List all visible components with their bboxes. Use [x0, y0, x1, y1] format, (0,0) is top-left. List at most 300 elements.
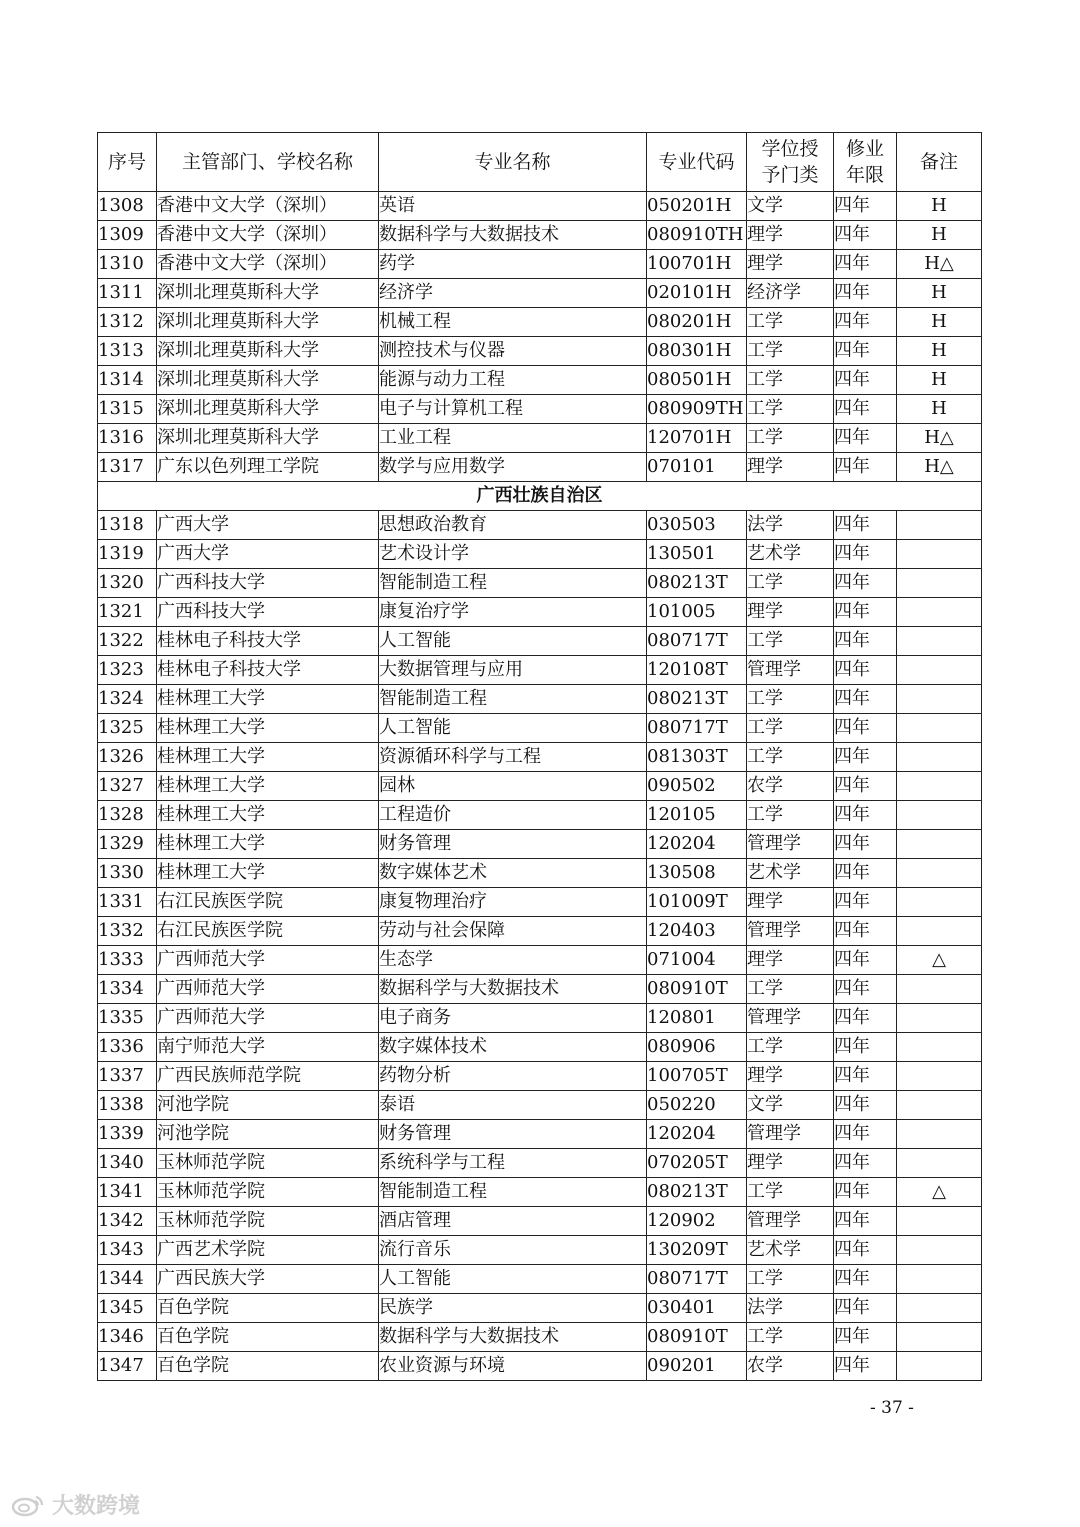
degree-category-cell: 管理学 — [747, 830, 834, 859]
school-name-cell: 桂林理工大学 — [157, 830, 379, 859]
remark-cell — [897, 975, 982, 1004]
remark-cell — [897, 1120, 982, 1149]
remark-cell — [897, 1294, 982, 1323]
major-name-cell: 园林 — [379, 772, 647, 801]
table-row — [98, 1294, 982, 1323]
study-years-cell: 四年 — [834, 1178, 897, 1207]
major-name-cell: 财务管理 — [379, 830, 647, 859]
row-number-cell: 1320 — [98, 569, 157, 598]
school-name-cell: 广东以色列理工学院 — [157, 453, 379, 482]
school-name-cell: 广西艺术学院 — [157, 1236, 379, 1265]
table-row — [98, 801, 982, 830]
watermark — [10, 1489, 140, 1520]
major-name-cell: 经济学 — [379, 279, 647, 308]
study-years-cell: 四年 — [834, 192, 897, 221]
table-row — [98, 1033, 982, 1062]
header-no: 序号 — [98, 133, 157, 192]
row-number-cell: 1330 — [98, 859, 157, 888]
major-code-cell: 020101H — [647, 279, 747, 308]
row-number-cell: 1318 — [98, 511, 157, 540]
major-name-cell: 思想政治教育 — [379, 511, 647, 540]
row-number-cell: 1321 — [98, 598, 157, 627]
header-category-line2: 予门类 — [761, 164, 819, 186]
major-code-cell: 090502 — [647, 772, 747, 801]
study-years-cell: 四年 — [834, 1120, 897, 1149]
major-code-cell: 080201H — [647, 308, 747, 337]
school-name-cell: 深圳北理莫斯科大学 — [157, 395, 379, 424]
study-years-cell: 四年 — [834, 1236, 897, 1265]
row-number-cell: 1315 — [98, 395, 157, 424]
major-code-cell: 130209T — [647, 1236, 747, 1265]
degree-category-cell: 农学 — [747, 1352, 834, 1381]
remark-cell — [897, 1062, 982, 1091]
study-years-cell: 四年 — [834, 772, 897, 801]
degree-category-cell: 工学 — [747, 395, 834, 424]
remark-cell: H△ — [897, 424, 982, 453]
study-years-cell: 四年 — [834, 1062, 897, 1091]
remark-cell: H — [897, 337, 982, 366]
degree-category-cell: 工学 — [747, 801, 834, 830]
degree-category-cell: 工学 — [747, 1033, 834, 1062]
degree-category-cell: 经济学 — [747, 279, 834, 308]
remark-cell — [897, 540, 982, 569]
major-name-cell: 智能制造工程 — [379, 1178, 647, 1207]
row-number-cell: 1309 — [98, 221, 157, 250]
section-block — [98, 482, 982, 511]
row-number-cell: 1340 — [98, 1149, 157, 1178]
major-name-cell: 康复物理治疗 — [379, 888, 647, 917]
major-code-cell: 120403 — [647, 917, 747, 946]
study-years-cell: 四年 — [834, 569, 897, 598]
degree-category-cell: 艺术学 — [747, 540, 834, 569]
major-code-cell: 080501H — [647, 366, 747, 395]
degree-category-cell: 法学 — [747, 1294, 834, 1323]
school-name-cell: 深圳北理莫斯科大学 — [157, 366, 379, 395]
major-code-cell: 100705T — [647, 1062, 747, 1091]
table-row — [98, 540, 982, 569]
study-years-cell: 四年 — [834, 627, 897, 656]
study-years-cell: 四年 — [834, 1033, 897, 1062]
degree-category-cell: 管理学 — [747, 1004, 834, 1033]
degree-category-cell: 理学 — [747, 250, 834, 279]
row-number-cell: 1328 — [98, 801, 157, 830]
table-row — [98, 1236, 982, 1265]
major-code-cell: 120204 — [647, 830, 747, 859]
school-name-cell: 广西科技大学 — [157, 598, 379, 627]
study-years-cell: 四年 — [834, 1207, 897, 1236]
table-row — [98, 917, 982, 946]
remark-cell — [897, 1352, 982, 1381]
school-name-cell: 右江民族医学院 — [157, 917, 379, 946]
major-name-cell: 农业资源与环境 — [379, 1352, 647, 1381]
school-name-cell: 广西大学 — [157, 540, 379, 569]
remark-cell — [897, 1323, 982, 1352]
school-name-cell: 百色学院 — [157, 1352, 379, 1381]
table-row — [98, 1178, 982, 1207]
major-code-cell: 100701H — [647, 250, 747, 279]
school-name-cell: 右江民族医学院 — [157, 888, 379, 917]
row-number-cell: 1327 — [98, 772, 157, 801]
remark-cell — [897, 511, 982, 540]
row-number-cell: 1343 — [98, 1236, 157, 1265]
degree-category-cell: 工学 — [747, 337, 834, 366]
degree-category-cell: 工学 — [747, 424, 834, 453]
row-number-cell: 1332 — [98, 917, 157, 946]
major-name-cell: 智能制造工程 — [379, 685, 647, 714]
school-name-cell: 桂林电子科技大学 — [157, 627, 379, 656]
weibo-logo-icon — [10, 1493, 46, 1517]
study-years-cell: 四年 — [834, 1265, 897, 1294]
degree-category-cell: 法学 — [747, 511, 834, 540]
major-name-cell: 数据科学与大数据技术 — [379, 975, 647, 1004]
school-name-cell: 河池学院 — [157, 1091, 379, 1120]
row-number-cell: 1325 — [98, 714, 157, 743]
degree-category-cell: 工学 — [747, 714, 834, 743]
major-code-cell: 071004 — [647, 946, 747, 975]
remark-cell — [897, 743, 982, 772]
major-code-cell: 080301H — [647, 337, 747, 366]
major-code-cell: 130508 — [647, 859, 747, 888]
study-years-cell: 四年 — [834, 511, 897, 540]
row-number-cell: 1337 — [98, 1062, 157, 1091]
degree-category-cell: 工学 — [747, 1265, 834, 1294]
study-years-cell: 四年 — [834, 453, 897, 482]
degree-category-cell: 理学 — [747, 1149, 834, 1178]
school-name-cell: 桂林理工大学 — [157, 859, 379, 888]
major-code-cell: 101009T — [647, 888, 747, 917]
remark-cell — [897, 1033, 982, 1062]
majors-table — [97, 132, 982, 1381]
study-years-cell: 四年 — [834, 743, 897, 772]
remark-cell — [897, 1149, 982, 1178]
table-row — [98, 859, 982, 888]
school-name-cell: 深圳北理莫斯科大学 — [157, 308, 379, 337]
table-row — [98, 1004, 982, 1033]
major-name-cell: 系统科学与工程 — [379, 1149, 647, 1178]
table-row — [98, 1352, 982, 1381]
table-row — [98, 1062, 982, 1091]
study-years-cell: 四年 — [834, 656, 897, 685]
remark-cell — [897, 772, 982, 801]
major-code-cell: 080213T — [647, 685, 747, 714]
major-name-cell: 工程造价 — [379, 801, 647, 830]
table-row — [98, 424, 982, 453]
row-number-cell: 1331 — [98, 888, 157, 917]
major-name-cell: 工业工程 — [379, 424, 647, 453]
study-years-cell: 四年 — [834, 975, 897, 1004]
school-name-cell: 桂林理工大学 — [157, 743, 379, 772]
degree-category-cell: 管理学 — [747, 1120, 834, 1149]
rows-bottom — [98, 511, 982, 1381]
table-row — [98, 1149, 982, 1178]
major-code-cell: 120701H — [647, 424, 747, 453]
page-number: - 37 - — [870, 1398, 914, 1418]
table-row — [98, 279, 982, 308]
row-number-cell: 1317 — [98, 453, 157, 482]
major-code-cell: 030503 — [647, 511, 747, 540]
degree-category-cell: 文学 — [747, 1091, 834, 1120]
table-row — [98, 627, 982, 656]
row-number-cell: 1314 — [98, 366, 157, 395]
major-name-cell: 测控技术与仪器 — [379, 337, 647, 366]
school-name-cell: 百色学院 — [157, 1323, 379, 1352]
major-name-cell: 药物分析 — [379, 1062, 647, 1091]
header-years — [834, 133, 897, 192]
row-number-cell: 1345 — [98, 1294, 157, 1323]
table-row — [98, 395, 982, 424]
row-number-cell: 1334 — [98, 975, 157, 1004]
row-number-cell: 1311 — [98, 279, 157, 308]
major-name-cell: 劳动与社会保障 — [379, 917, 647, 946]
remark-cell: H△ — [897, 453, 982, 482]
remark-cell — [897, 714, 982, 743]
degree-category-cell: 工学 — [747, 569, 834, 598]
major-code-cell: 101005 — [647, 598, 747, 627]
table-row — [98, 366, 982, 395]
study-years-cell: 四年 — [834, 337, 897, 366]
degree-category-cell: 理学 — [747, 598, 834, 627]
study-years-cell: 四年 — [834, 250, 897, 279]
row-number-cell: 1346 — [98, 1323, 157, 1352]
row-number-cell: 1335 — [98, 1004, 157, 1033]
study-years-cell: 四年 — [834, 859, 897, 888]
header-school: 主管部门、学校名称 — [157, 133, 379, 192]
major-name-cell: 康复治疗学 — [379, 598, 647, 627]
school-name-cell: 广西民族大学 — [157, 1265, 379, 1294]
major-name-cell: 数学与应用数学 — [379, 453, 647, 482]
table-row — [98, 192, 982, 221]
degree-category-cell: 管理学 — [747, 917, 834, 946]
study-years-cell: 四年 — [834, 221, 897, 250]
remark-cell: △ — [897, 1178, 982, 1207]
study-years-cell: 四年 — [834, 917, 897, 946]
major-code-cell: 030401 — [647, 1294, 747, 1323]
major-code-cell: 090201 — [647, 1352, 747, 1381]
major-code-cell: 070101 — [647, 453, 747, 482]
header-category — [747, 133, 834, 192]
major-code-cell: 080213T — [647, 569, 747, 598]
remark-cell: H — [897, 221, 982, 250]
row-number-cell: 1313 — [98, 337, 157, 366]
study-years-cell: 四年 — [834, 279, 897, 308]
major-code-cell: 120902 — [647, 1207, 747, 1236]
remark-cell — [897, 888, 982, 917]
remark-cell — [897, 1207, 982, 1236]
rows-top — [98, 192, 982, 482]
row-number-cell: 1312 — [98, 308, 157, 337]
major-name-cell: 财务管理 — [379, 1120, 647, 1149]
study-years-cell: 四年 — [834, 424, 897, 453]
school-name-cell: 玉林师范学院 — [157, 1149, 379, 1178]
school-name-cell: 广西民族师范学院 — [157, 1062, 379, 1091]
major-name-cell: 大数据管理与应用 — [379, 656, 647, 685]
study-years-cell: 四年 — [834, 598, 897, 627]
table-row — [98, 221, 982, 250]
major-code-cell: 120204 — [647, 1120, 747, 1149]
section-title: 广西壮族自治区 — [98, 482, 982, 511]
remark-cell — [897, 917, 982, 946]
major-name-cell: 人工智能 — [379, 714, 647, 743]
row-number-cell: 1310 — [98, 250, 157, 279]
major-name-cell: 药学 — [379, 250, 647, 279]
row-number-cell: 1308 — [98, 192, 157, 221]
degree-category-cell: 理学 — [747, 888, 834, 917]
degree-category-cell: 管理学 — [747, 656, 834, 685]
table-row — [98, 569, 982, 598]
table-row — [98, 1265, 982, 1294]
header-row — [98, 133, 982, 192]
remark-cell — [897, 1265, 982, 1294]
table-row — [98, 598, 982, 627]
study-years-cell: 四年 — [834, 685, 897, 714]
header-years-line1: 修业 — [845, 138, 884, 160]
remark-cell: △ — [897, 946, 982, 975]
major-name-cell: 人工智能 — [379, 627, 647, 656]
major-name-cell: 流行音乐 — [379, 1236, 647, 1265]
table-row — [98, 1207, 982, 1236]
major-code-cell: 130501 — [647, 540, 747, 569]
school-name-cell: 广西科技大学 — [157, 569, 379, 598]
major-code-cell: 050201H — [647, 192, 747, 221]
school-name-cell: 桂林理工大学 — [157, 685, 379, 714]
row-number-cell: 1338 — [98, 1091, 157, 1120]
table-row — [98, 511, 982, 540]
major-code-cell: 080717T — [647, 1265, 747, 1294]
row-number-cell: 1347 — [98, 1352, 157, 1381]
major-code-cell: 080906 — [647, 1033, 747, 1062]
remark-cell — [897, 627, 982, 656]
table-row — [98, 337, 982, 366]
row-number-cell: 1342 — [98, 1207, 157, 1236]
row-number-cell: 1341 — [98, 1178, 157, 1207]
table-row — [98, 250, 982, 279]
row-number-cell: 1336 — [98, 1033, 157, 1062]
header-code: 专业代码 — [647, 133, 747, 192]
major-code-cell: 081303T — [647, 743, 747, 772]
row-number-cell: 1344 — [98, 1265, 157, 1294]
major-name-cell: 民族学 — [379, 1294, 647, 1323]
major-code-cell: 120108T — [647, 656, 747, 685]
table-row — [98, 830, 982, 859]
study-years-cell: 四年 — [834, 946, 897, 975]
degree-category-cell: 理学 — [747, 221, 834, 250]
degree-category-cell: 文学 — [747, 192, 834, 221]
school-name-cell: 深圳北理莫斯科大学 — [157, 424, 379, 453]
school-name-cell: 百色学院 — [157, 1294, 379, 1323]
header-years-line2: 年限 — [845, 164, 884, 186]
study-years-cell: 四年 — [834, 830, 897, 859]
school-name-cell: 广西师范大学 — [157, 946, 379, 975]
major-code-cell: 080909TH — [647, 395, 747, 424]
table-row — [98, 1323, 982, 1352]
study-years-cell: 四年 — [834, 308, 897, 337]
header-note: 备注 — [897, 133, 982, 192]
major-name-cell: 数字媒体艺术 — [379, 859, 647, 888]
study-years-cell: 四年 — [834, 888, 897, 917]
degree-category-cell: 农学 — [747, 772, 834, 801]
row-number-cell: 1333 — [98, 946, 157, 975]
row-number-cell: 1322 — [98, 627, 157, 656]
degree-category-cell: 艺术学 — [747, 859, 834, 888]
major-name-cell: 酒店管理 — [379, 1207, 647, 1236]
degree-category-cell: 工学 — [747, 975, 834, 1004]
major-name-cell: 机械工程 — [379, 308, 647, 337]
remark-cell — [897, 656, 982, 685]
major-name-cell: 资源循环科学与工程 — [379, 743, 647, 772]
table-row — [98, 772, 982, 801]
table-row — [98, 656, 982, 685]
school-name-cell: 深圳北理莫斯科大学 — [157, 337, 379, 366]
major-name-cell: 数字媒体技术 — [379, 1033, 647, 1062]
row-number-cell: 1329 — [98, 830, 157, 859]
major-code-cell: 070205T — [647, 1149, 747, 1178]
school-name-cell: 桂林理工大学 — [157, 801, 379, 830]
school-name-cell: 桂林理工大学 — [157, 772, 379, 801]
remark-cell — [897, 859, 982, 888]
major-name-cell: 人工智能 — [379, 1265, 647, 1294]
school-name-cell: 广西师范大学 — [157, 1004, 379, 1033]
table-row — [98, 308, 982, 337]
remark-cell — [897, 569, 982, 598]
major-name-cell: 英语 — [379, 192, 647, 221]
major-name-cell: 能源与动力工程 — [379, 366, 647, 395]
degree-category-cell: 管理学 — [747, 1207, 834, 1236]
school-name-cell: 玉林师范学院 — [157, 1207, 379, 1236]
row-number-cell: 1324 — [98, 685, 157, 714]
row-number-cell: 1316 — [98, 424, 157, 453]
school-name-cell: 广西大学 — [157, 511, 379, 540]
watermark-text: 大数跨境 — [52, 1494, 141, 1519]
school-name-cell: 香港中文大学（深圳） — [157, 192, 379, 221]
major-name-cell: 数据科学与大数据技术 — [379, 1323, 647, 1352]
remark-cell: H — [897, 366, 982, 395]
study-years-cell: 四年 — [834, 1323, 897, 1352]
study-years-cell: 四年 — [834, 1294, 897, 1323]
remark-cell: H — [897, 395, 982, 424]
school-name-cell: 香港中文大学（深圳） — [157, 221, 379, 250]
study-years-cell: 四年 — [834, 1149, 897, 1178]
section-row — [98, 482, 982, 511]
school-name-cell: 南宁师范大学 — [157, 1033, 379, 1062]
remark-cell — [897, 801, 982, 830]
degree-category-cell: 工学 — [747, 685, 834, 714]
major-code-cell: 080213T — [647, 1178, 747, 1207]
study-years-cell: 四年 — [834, 395, 897, 424]
degree-category-cell: 理学 — [747, 1062, 834, 1091]
school-name-cell: 广西师范大学 — [157, 975, 379, 1004]
remark-cell: H — [897, 279, 982, 308]
remark-cell — [897, 1004, 982, 1033]
remark-cell — [897, 685, 982, 714]
table-row — [98, 714, 982, 743]
degree-category-cell: 工学 — [747, 308, 834, 337]
school-name-cell: 玉林师范学院 — [157, 1178, 379, 1207]
header-major: 专业名称 — [379, 133, 647, 192]
major-code-cell: 080717T — [647, 714, 747, 743]
study-years-cell: 四年 — [834, 801, 897, 830]
remark-cell — [897, 598, 982, 627]
degree-category-cell: 艺术学 — [747, 1236, 834, 1265]
row-number-cell: 1319 — [98, 540, 157, 569]
degree-category-cell: 工学 — [747, 1178, 834, 1207]
major-code-cell: 120105 — [647, 801, 747, 830]
school-name-cell: 香港中文大学（深圳） — [157, 250, 379, 279]
table-row — [98, 946, 982, 975]
study-years-cell: 四年 — [834, 1004, 897, 1033]
degree-category-cell: 工学 — [747, 627, 834, 656]
study-years-cell: 四年 — [834, 1352, 897, 1381]
remark-cell: H — [897, 308, 982, 337]
